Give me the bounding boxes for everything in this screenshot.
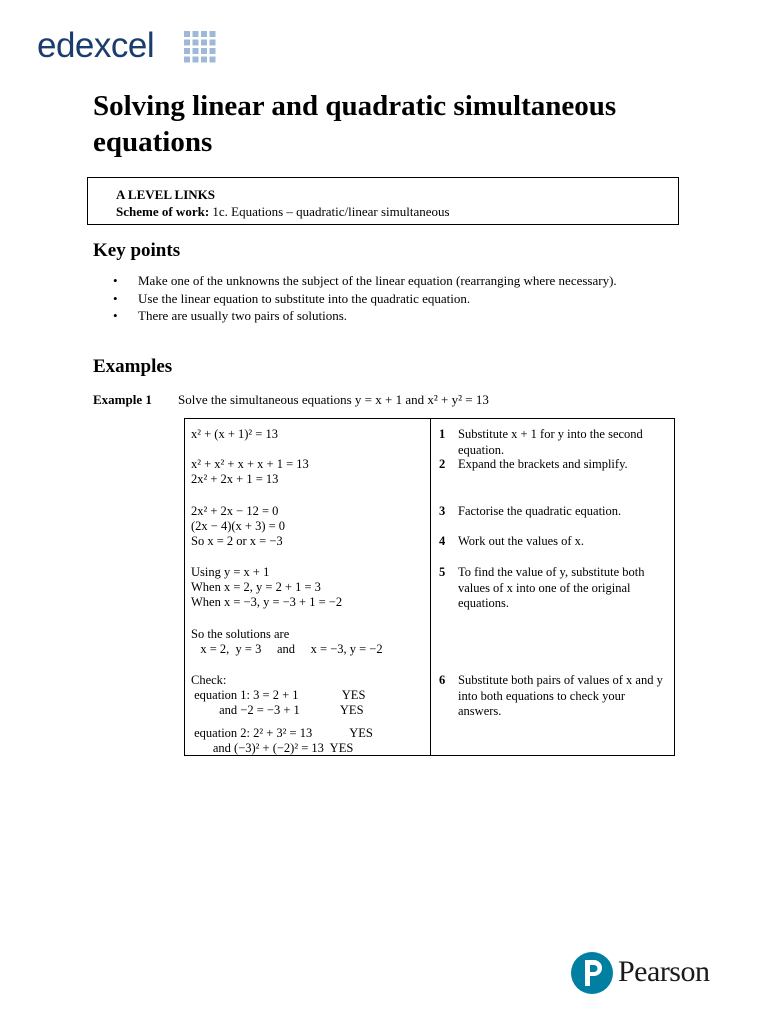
work-line: x² + (x + 1)² = 13: [191, 427, 278, 441]
worked-example-table: [184, 418, 675, 756]
work-line: Check:: [191, 673, 227, 687]
work-line: So x = 2 or x = −3: [191, 534, 283, 548]
step-number: 1: [439, 427, 446, 441]
examples-heading: Examples: [93, 356, 173, 377]
work-line: 2x² + 2x + 1 = 13: [191, 472, 279, 486]
step-text: Expand the brackets and simplify.: [458, 457, 628, 471]
work-line: When x = −3, y = −3 + 1 = −2: [191, 595, 343, 609]
scheme-label: Scheme of work:: [116, 204, 210, 219]
page-title: Solving linear and quadratic simultaneous equations: [93, 90, 617, 158]
work-line: When x = 2, y = 2 + 1 = 3: [191, 580, 321, 594]
work-line: equation 1: 3 = 2 + 1 YES: [191, 688, 366, 702]
key-point-item: • Use the linear equation to substitute into the quadratic equation.: [113, 290, 471, 306]
scheme-of-work-line: [116, 203, 678, 220]
bullet-icon: •: [113, 273, 118, 288]
step-number: 2: [439, 457, 446, 471]
step-text: Factorise the quadratic equation.: [458, 504, 622, 518]
key-point-item: • There are usually two pairs of solutions.: [113, 308, 348, 323]
a-level-links-box: [87, 177, 679, 225]
edexcel-logo-grid-icon: [184, 31, 216, 63]
example-1-label: Example 1: [93, 392, 152, 407]
work-line: (2x − 4)(x + 3) = 0: [191, 519, 286, 533]
edexcel-logo-text: edexcel: [37, 26, 155, 65]
work-line: x² + x² + x + x + 1 = 13: [191, 457, 309, 471]
step-number: 3: [439, 504, 446, 518]
key-point-item: • Make one of the unknowns the subject of the linear equation (rearranging where necessary).: [113, 273, 617, 288]
step-number: 5: [439, 565, 446, 579]
work-line: and (−3)² + (−2)² = 13 YES: [191, 741, 354, 755]
work-line: Using y = x + 1: [191, 565, 270, 579]
step-number: 4: [439, 534, 446, 548]
work-line: x = 2, y = 3 and x = −3, y = −2: [191, 642, 383, 656]
work-line: 2x² + 2x − 12 = 0: [191, 504, 279, 518]
pearson-wordmark: Pearson: [618, 955, 710, 988]
work-line: equation 2: 2² + 3² = 13 YES: [191, 726, 373, 740]
step-text: Substitute x + 1 for y into the second equation.: [458, 427, 643, 457]
bullet-icon: •: [113, 308, 118, 323]
scheme-value: 1c. Equations – quadratic/linear simultaneous: [209, 204, 450, 219]
step-text: To find the value of y, substitute both values of x into one of the original equations.: [458, 565, 645, 610]
step-text: Substitute both pairs of values of x and y into both equations to check your answers.: [458, 673, 663, 718]
key-points-heading: Key points: [93, 240, 181, 261]
example-1-prompt: Solve the simultaneous equations y = x + 1 and x² + y² = 13: [178, 392, 489, 407]
step-number: 6: [439, 673, 446, 687]
work-line: and −2 = −3 + 1 YES: [191, 703, 364, 717]
step-text: Work out the values of x.: [458, 534, 585, 548]
bullet-icon: •: [113, 290, 118, 306]
key-points-list: [113, 272, 617, 325]
table-divider: [430, 419, 431, 755]
work-line: So the solutions are: [191, 627, 290, 641]
links-heading: A LEVEL LINKS: [116, 187, 215, 202]
